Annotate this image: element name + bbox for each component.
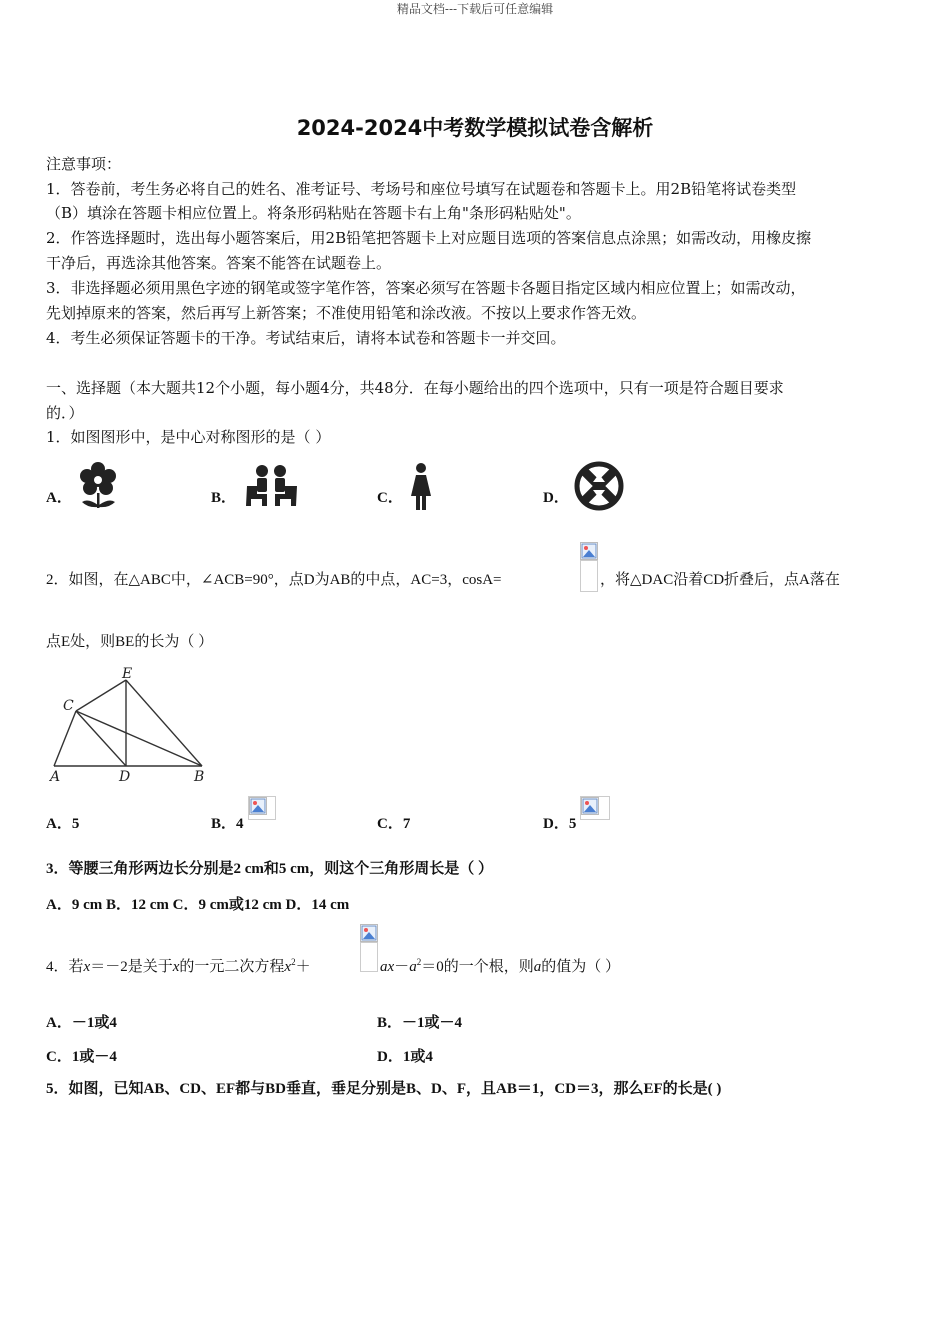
broken-image-icon	[360, 924, 378, 942]
q4-exponent: 2	[291, 957, 296, 967]
figure-label-b: B	[194, 769, 205, 784]
section-heading-cont: 的．）	[46, 404, 84, 422]
q2-option-c: C．7	[377, 816, 411, 832]
notice-line: 干净后，再选涂其他答案。答案不能答在试题卷上。	[46, 254, 392, 272]
q2-option-a: A．5	[46, 816, 80, 832]
triangle-figure	[46, 662, 210, 784]
people-on-bench-icon	[243, 464, 301, 510]
q4-text: 的值为（ ）	[541, 959, 620, 975]
q3-options: A．9 cm B．12 cm C．9 cm或12 cm D．14 cm	[46, 897, 350, 913]
q4-var: x	[172, 959, 180, 975]
figure-label-a: A	[50, 769, 61, 784]
q2-option-b: B．4	[211, 816, 244, 832]
q4-var: a	[409, 959, 417, 975]
broken-image-icon	[249, 797, 267, 815]
page-title: 2024-2024中考数学模拟试卷含解析	[296, 116, 654, 140]
question-4-stem-cont	[380, 952, 620, 977]
q4-text: ＝－2是关于	[90, 959, 173, 975]
q1-option-c-label: C．	[377, 490, 403, 506]
notice-line: 4．考生必须保证答题卡的干净。考试结束后，请将本试卷和答题卡一并交回。	[46, 329, 566, 347]
q4-option-d: D．1或4	[377, 1049, 433, 1065]
broken-image-icon	[581, 797, 599, 815]
figure-label-e: E	[122, 666, 133, 682]
q1-option-a-label: A．	[46, 490, 72, 506]
question-4-stem	[46, 952, 311, 977]
question-2-stem-part-3: 点E处，则BE的长为（ ）	[46, 634, 214, 650]
formula-placeholder-box	[580, 560, 598, 592]
q4-text: ＝0的一个根，则	[421, 959, 534, 975]
notice-line: （B）填涂在答题卡相应位置上。将条形码粘贴在答题卡右上角"条形码粘贴处"。	[46, 204, 581, 222]
notice-line: 3．非选择题必须用黑色字迹的钢笔或签字笔作答，答案必须写在答题卡各题目指定区域内相应位置上；如需改动，	[46, 279, 806, 297]
q4-text: 的一元二次方程	[179, 959, 285, 975]
circle-x-icon	[573, 460, 625, 512]
notice-line: 先划掉原来的答案，然后再写上新答案；不准使用铅笔和涂改液。不按以上要求作答无效。	[46, 304, 647, 322]
section-heading: 一、选择题（本大题共12个小题，每小题4分，共48分．在每小题给出的四个选项中，只有一项是符合题目要求	[46, 379, 784, 397]
flower-icon	[76, 460, 120, 510]
q2-option-d: D．5	[543, 816, 577, 832]
q4-text: 4．若	[46, 959, 84, 975]
q4-var: x	[83, 959, 91, 975]
formula-placeholder-box	[360, 942, 378, 972]
q4-option-a: A．－1或4	[46, 1015, 117, 1031]
q4-var: ax	[380, 959, 395, 975]
notice-heading: 注意事项：	[46, 155, 122, 173]
question-2-stem-part-1: 2．如图，在△ABC中，∠ACB=90°，点D为AB的中点，AC=3，cosA=	[46, 572, 502, 588]
question-1-stem: 1．如图图形中，是中心对称图形的是（ ）	[46, 428, 331, 446]
q4-var: a	[533, 959, 542, 975]
question-2-stem-part-2: ，将△DAC沿着CD折叠后，点A落在	[600, 572, 840, 588]
figure-label-d: D	[119, 769, 131, 784]
woman-figure-icon	[409, 462, 433, 512]
page-header: 精品文档---下载后可任意编辑	[396, 2, 554, 16]
q4-option-b: B．－1或－4	[377, 1015, 463, 1031]
q4-text: －	[394, 959, 410, 975]
q4-exponent: 2	[416, 957, 422, 967]
notice-line: 2．作答选择题时，选出每小题答案后，用2B铅笔把答题卡上对应题目选项的答案信息点涂黑；如需改动，用橡皮擦	[46, 229, 812, 247]
question-5-stem: 5．如图，已知AB、CD、EF都与BD垂直，垂足分别是B、D、F，且AB＝1，CD＝3，那么EF的长是( )	[46, 1081, 722, 1097]
question-3-stem: 3．等腰三角形两边长分别是2 cm和5 cm，则这个三角形周长是（ ）	[46, 861, 494, 877]
broken-image-icon	[580, 542, 598, 560]
q1-option-d-label: D．	[543, 490, 569, 506]
q4-var: x	[284, 959, 292, 975]
figure-label-c: C	[63, 698, 74, 714]
q1-option-b-label: B．	[211, 490, 237, 506]
notice-line: 1．答卷前，考生务必将自己的姓名、准考证号、考场号和座位号填写在试题卷和答题卡上。用2B铅笔将试卷类型	[46, 180, 797, 198]
q4-text: ＋	[295, 959, 311, 975]
q4-option-c: C．1或－4	[46, 1049, 117, 1065]
